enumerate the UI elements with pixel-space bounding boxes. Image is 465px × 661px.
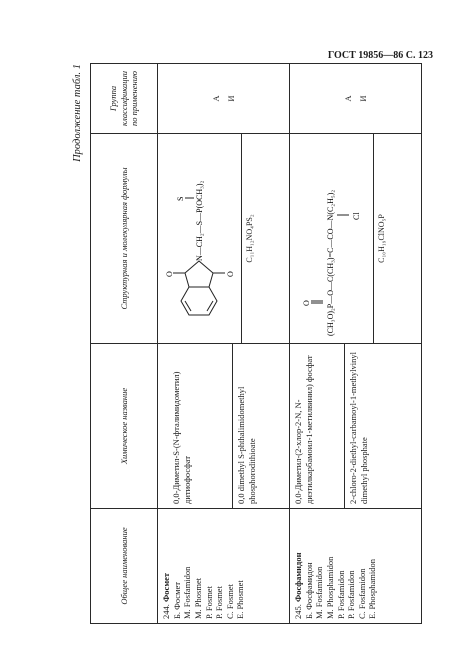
oxo-label: O [165, 271, 174, 278]
alias-item: Р. Fosfamidon [335, 570, 346, 619]
chem-name-cell [290, 344, 422, 509]
group-code: А [342, 95, 353, 102]
row-title: Фосфамидон [293, 552, 303, 602]
alias-item: Б. Фосфамидон [303, 562, 314, 619]
alias-item: Е. Phosmet [235, 580, 246, 619]
chem-name-ru: 0,0-Диметил-(2-хлор-2-N, N-диэтилкарбамоил-1-метилвинил) фосфат [293, 355, 314, 504]
phosmet-structure [165, 144, 235, 334]
alias-item: Е. Phosphamidon [367, 559, 378, 619]
chem-name-ru: 0,0-Диметил-S-(N-фталимидометил) дитиофосфат [171, 371, 192, 504]
chem-name-en: 0,0 dimethyl S-phthalimidomethyl phosphorodithioate [232, 344, 257, 508]
row-number: 245. [293, 604, 303, 619]
alias-item: С. Fosmet [224, 584, 235, 619]
rotated-table-block [72, 64, 432, 624]
row-title: Фосмет [161, 572, 171, 602]
group-code: И [357, 95, 368, 102]
col-header-chem: Химическое название [91, 344, 158, 509]
alias-list [304, 513, 378, 619]
alias-item: М. Fosfamidon [314, 566, 325, 619]
chain-text: (CH₃O)₂P—O—C(CH₃)=C—CO—N(C₂H₅)₂ [326, 190, 335, 337]
alias-item: Р. Fosmet [214, 586, 225, 619]
row-number: 244. [161, 604, 171, 619]
name-cell [290, 509, 422, 624]
group-code: А [210, 95, 221, 102]
chem-name-cell [158, 344, 290, 509]
alias-item: Р. Fosfamidon [346, 570, 357, 619]
table-row [158, 64, 290, 624]
chem-name-en: 2-chloro-2-diethyl-carbamoyl-1-methylvinyl dimethyl phosphate [344, 344, 369, 508]
alias-item: М. Fosfamidon [182, 566, 193, 619]
group-code: И [225, 95, 236, 102]
phosphamidon-structure [297, 139, 367, 339]
formula-cell [290, 134, 422, 344]
table-header-row [91, 64, 158, 624]
alias-item: Б. Фосмет [171, 582, 182, 619]
oxo-label: O [302, 300, 311, 307]
alias-item: С. Fosfamidon [356, 568, 367, 619]
alias-list [172, 513, 246, 619]
name-cell [158, 509, 290, 624]
molecular-formula: C₁₁H₁₂NO₄PS₂ [241, 134, 255, 343]
alias-item: М. Phosphamidon [324, 556, 335, 619]
page-header: ГОСТ 19856—86 С. 123 [327, 50, 433, 61]
col-header-group: Группа классификации по применению [91, 64, 158, 134]
chloro-label: Cl [352, 212, 361, 221]
thio-label: S [176, 197, 185, 202]
col-header-name: Общее наименование [91, 509, 158, 624]
formula-cell [158, 134, 290, 344]
group-cell [158, 64, 290, 134]
group-cell [290, 64, 422, 134]
substance-table [90, 63, 422, 624]
alias-item: М. Phosmet [192, 577, 203, 619]
col-header-formula: Структурная и молекулярная формулы [91, 134, 158, 344]
table-row [290, 64, 422, 624]
continuation-label: Продолжение табл. 1 [72, 64, 83, 162]
alias-item: Р. Fosmet [203, 586, 214, 619]
molecular-formula: C₁₀H₁₉ClNO₅P [373, 134, 387, 343]
chain-text: N—CH₂—S—P(OCH₃)₂ [195, 181, 204, 262]
oxo-label: O [226, 271, 235, 278]
